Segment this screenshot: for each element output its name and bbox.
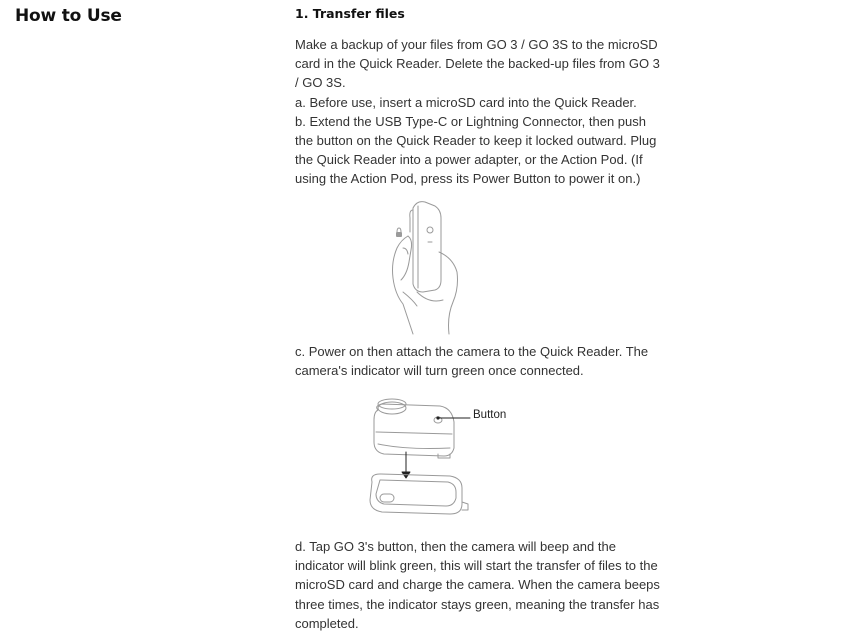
intro-text: Make a backup of your files from GO 3 / GO 3S to the microSD card in the Quick Reader. Delete the backed-up files from GO 3 / GO 3S.: [295, 37, 660, 91]
step-b-text: b. Extend the USB Type-C or Lightning Connector, then push the button on the Quick Reader to keep it locked outward. Plug the Quick Reader into a power adapter, or the Action Pod. (If using the Action Pod, press its Power Button to power it on.): [295, 113, 657, 187]
step-a-text: a. Before use, insert a microSD card into the Quick Reader.: [295, 94, 637, 110]
section-title: 1. Transfer files: [295, 6, 405, 21]
step-c-text: c. Power on then attach the camera to the Quick Reader. The camera's indicator will turn green once connected.: [295, 344, 649, 379]
intro-block: [295, 35, 663, 189]
button-callout-label: Button: [473, 409, 507, 421]
step-d-text: d. Tap GO 3's button, then the camera will beep and the indicator will blink green, this will start the transfer of files to the microSD card and charge the camera. When the camera beeps three times, the indicator stays green, meaning the transfer has completed.: [295, 539, 660, 631]
page-heading: How to Use: [15, 6, 122, 26]
hand-quick-reader-illustration: [373, 196, 473, 336]
